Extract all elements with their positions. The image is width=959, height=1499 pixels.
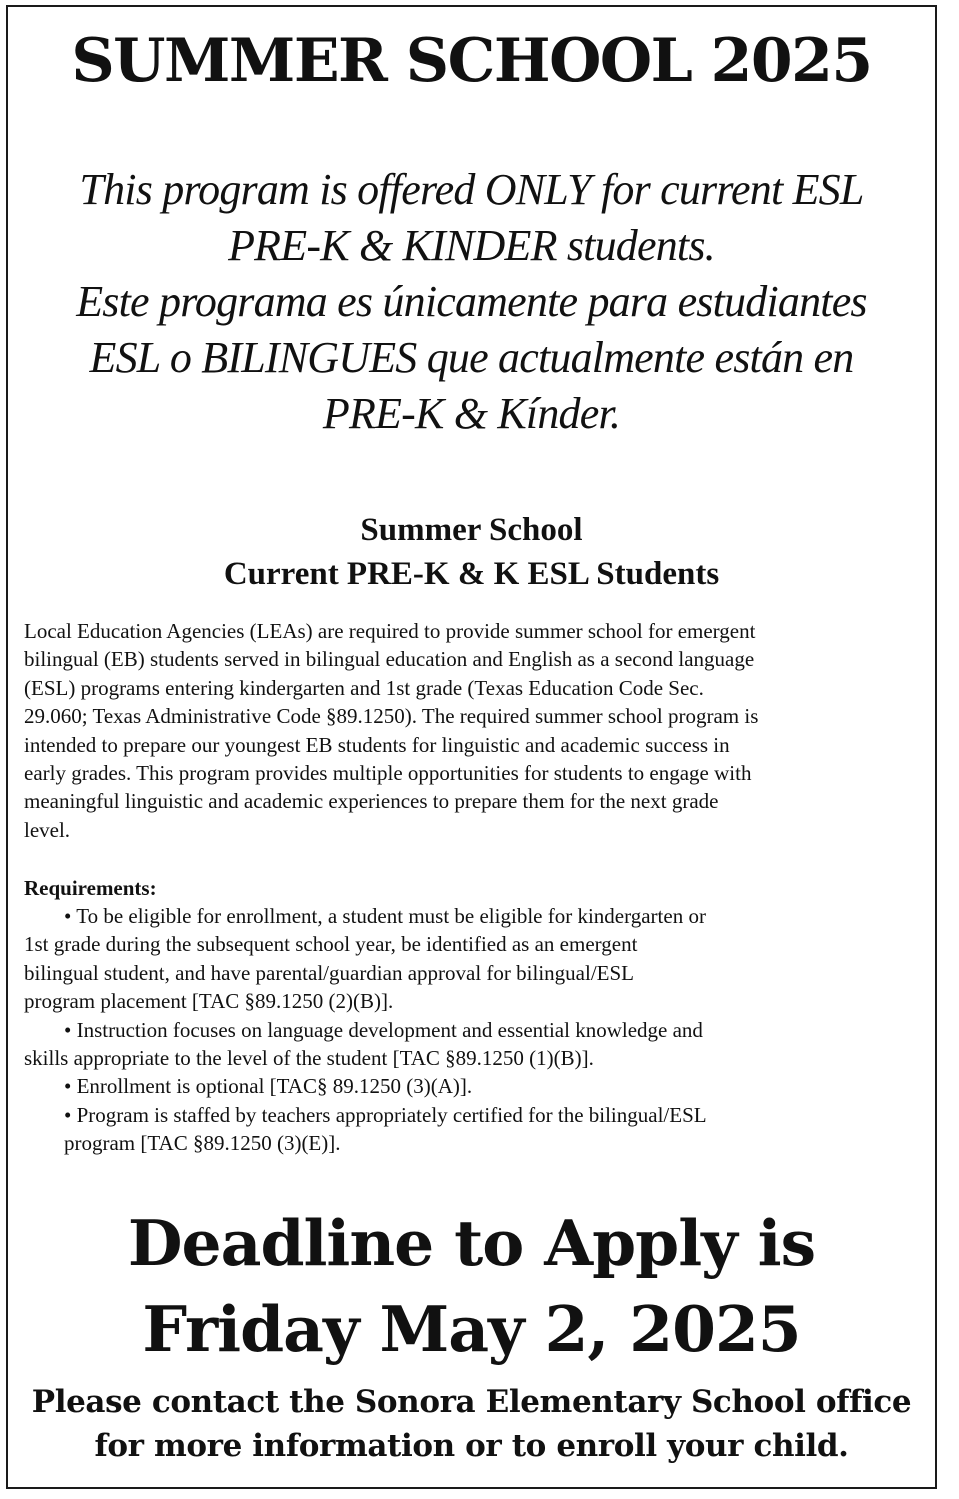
- intro-line: This program is offered ONLY for current ESL: [79, 165, 864, 214]
- section-heading-line: Current PRE-K & K ESL Students: [223, 556, 720, 592]
- deadline-line: Friday May 2, 2025: [142, 1292, 801, 1366]
- description-line: bilingual (EB) students served in bilingual education and English as a second language: [24, 647, 755, 672]
- contact-line: for more information or to enroll your child.: [94, 1428, 849, 1464]
- intro-line: PRE-K & KINDER students.: [228, 221, 715, 270]
- description-line: early grades. This program provides multiple opportunities for students to engage with: [24, 761, 752, 786]
- requirements-list: [24, 902, 925, 1158]
- page-title: SUMMER SCHOOL 2025: [71, 26, 872, 96]
- requirement-line: • Program is staffed by teachers appropriately certified for the bilingual/ESL: [64, 1102, 707, 1127]
- requirement-line: 1st grade during the subsequent school year, be identified as an emergent: [24, 932, 638, 957]
- requirement-line: • Instruction focuses on language development and essential knowledge and: [64, 1017, 703, 1042]
- requirement-line: • To be eligible for enrollment, a student must be eligible for kindergarten or: [64, 904, 706, 928]
- intro-line: PRE-K & Kínder.: [322, 389, 621, 438]
- requirement-line: • Enrollment is optional [TAC§ 89.1250 (3)(A)].: [64, 1074, 473, 1099]
- intro-statement: [18, 162, 925, 442]
- requirement-line: skills appropriate to the level of the student [TAC §89.1250 (1)(B)].: [24, 1046, 594, 1071]
- requirement-line: program placement [TAC §89.1250 (2)(B)].: [24, 989, 394, 1014]
- requirements-heading: Requirements:: [24, 876, 157, 900]
- flyer-frame: [6, 5, 937, 1489]
- contact-line: Please contact the Sonora Elementary School office: [31, 1384, 912, 1420]
- description-line: (ESL) programs entering kindergarten and 1st grade (Texas Education Code Sec.: [24, 675, 704, 700]
- section-heading-line: Summer School: [360, 512, 583, 548]
- deadline-notice: [8, 1200, 935, 1372]
- description-line: level.: [24, 817, 71, 842]
- description-line: Local Education Agencies (LEAs) are required to provide summer school for emergent: [24, 619, 756, 643]
- deadline-line: Deadline to Apply is: [127, 1206, 816, 1280]
- requirement-line: program [TAC §89.1250 (3)(E)].: [64, 1131, 341, 1156]
- description-line: 29.060; Texas Administrative Code §89.1250). The required summer school program is: [24, 704, 759, 729]
- requirement-line: bilingual student, and have parental/guardian approval for bilingual/ESL: [24, 960, 634, 985]
- description-line: intended to prepare our youngest EB students for linguistic and academic success in: [24, 732, 730, 757]
- contact-info: [8, 1380, 935, 1468]
- program-description: [24, 617, 925, 844]
- section-heading: [8, 508, 935, 596]
- intro-line: Este programa es únicamente para estudiantes: [76, 277, 867, 326]
- description-line: meaningful linguistic and academic experiences to prepare them for the next grade: [24, 789, 719, 814]
- intro-line: ESL o BILINGUES que actualmente están en: [89, 333, 854, 382]
